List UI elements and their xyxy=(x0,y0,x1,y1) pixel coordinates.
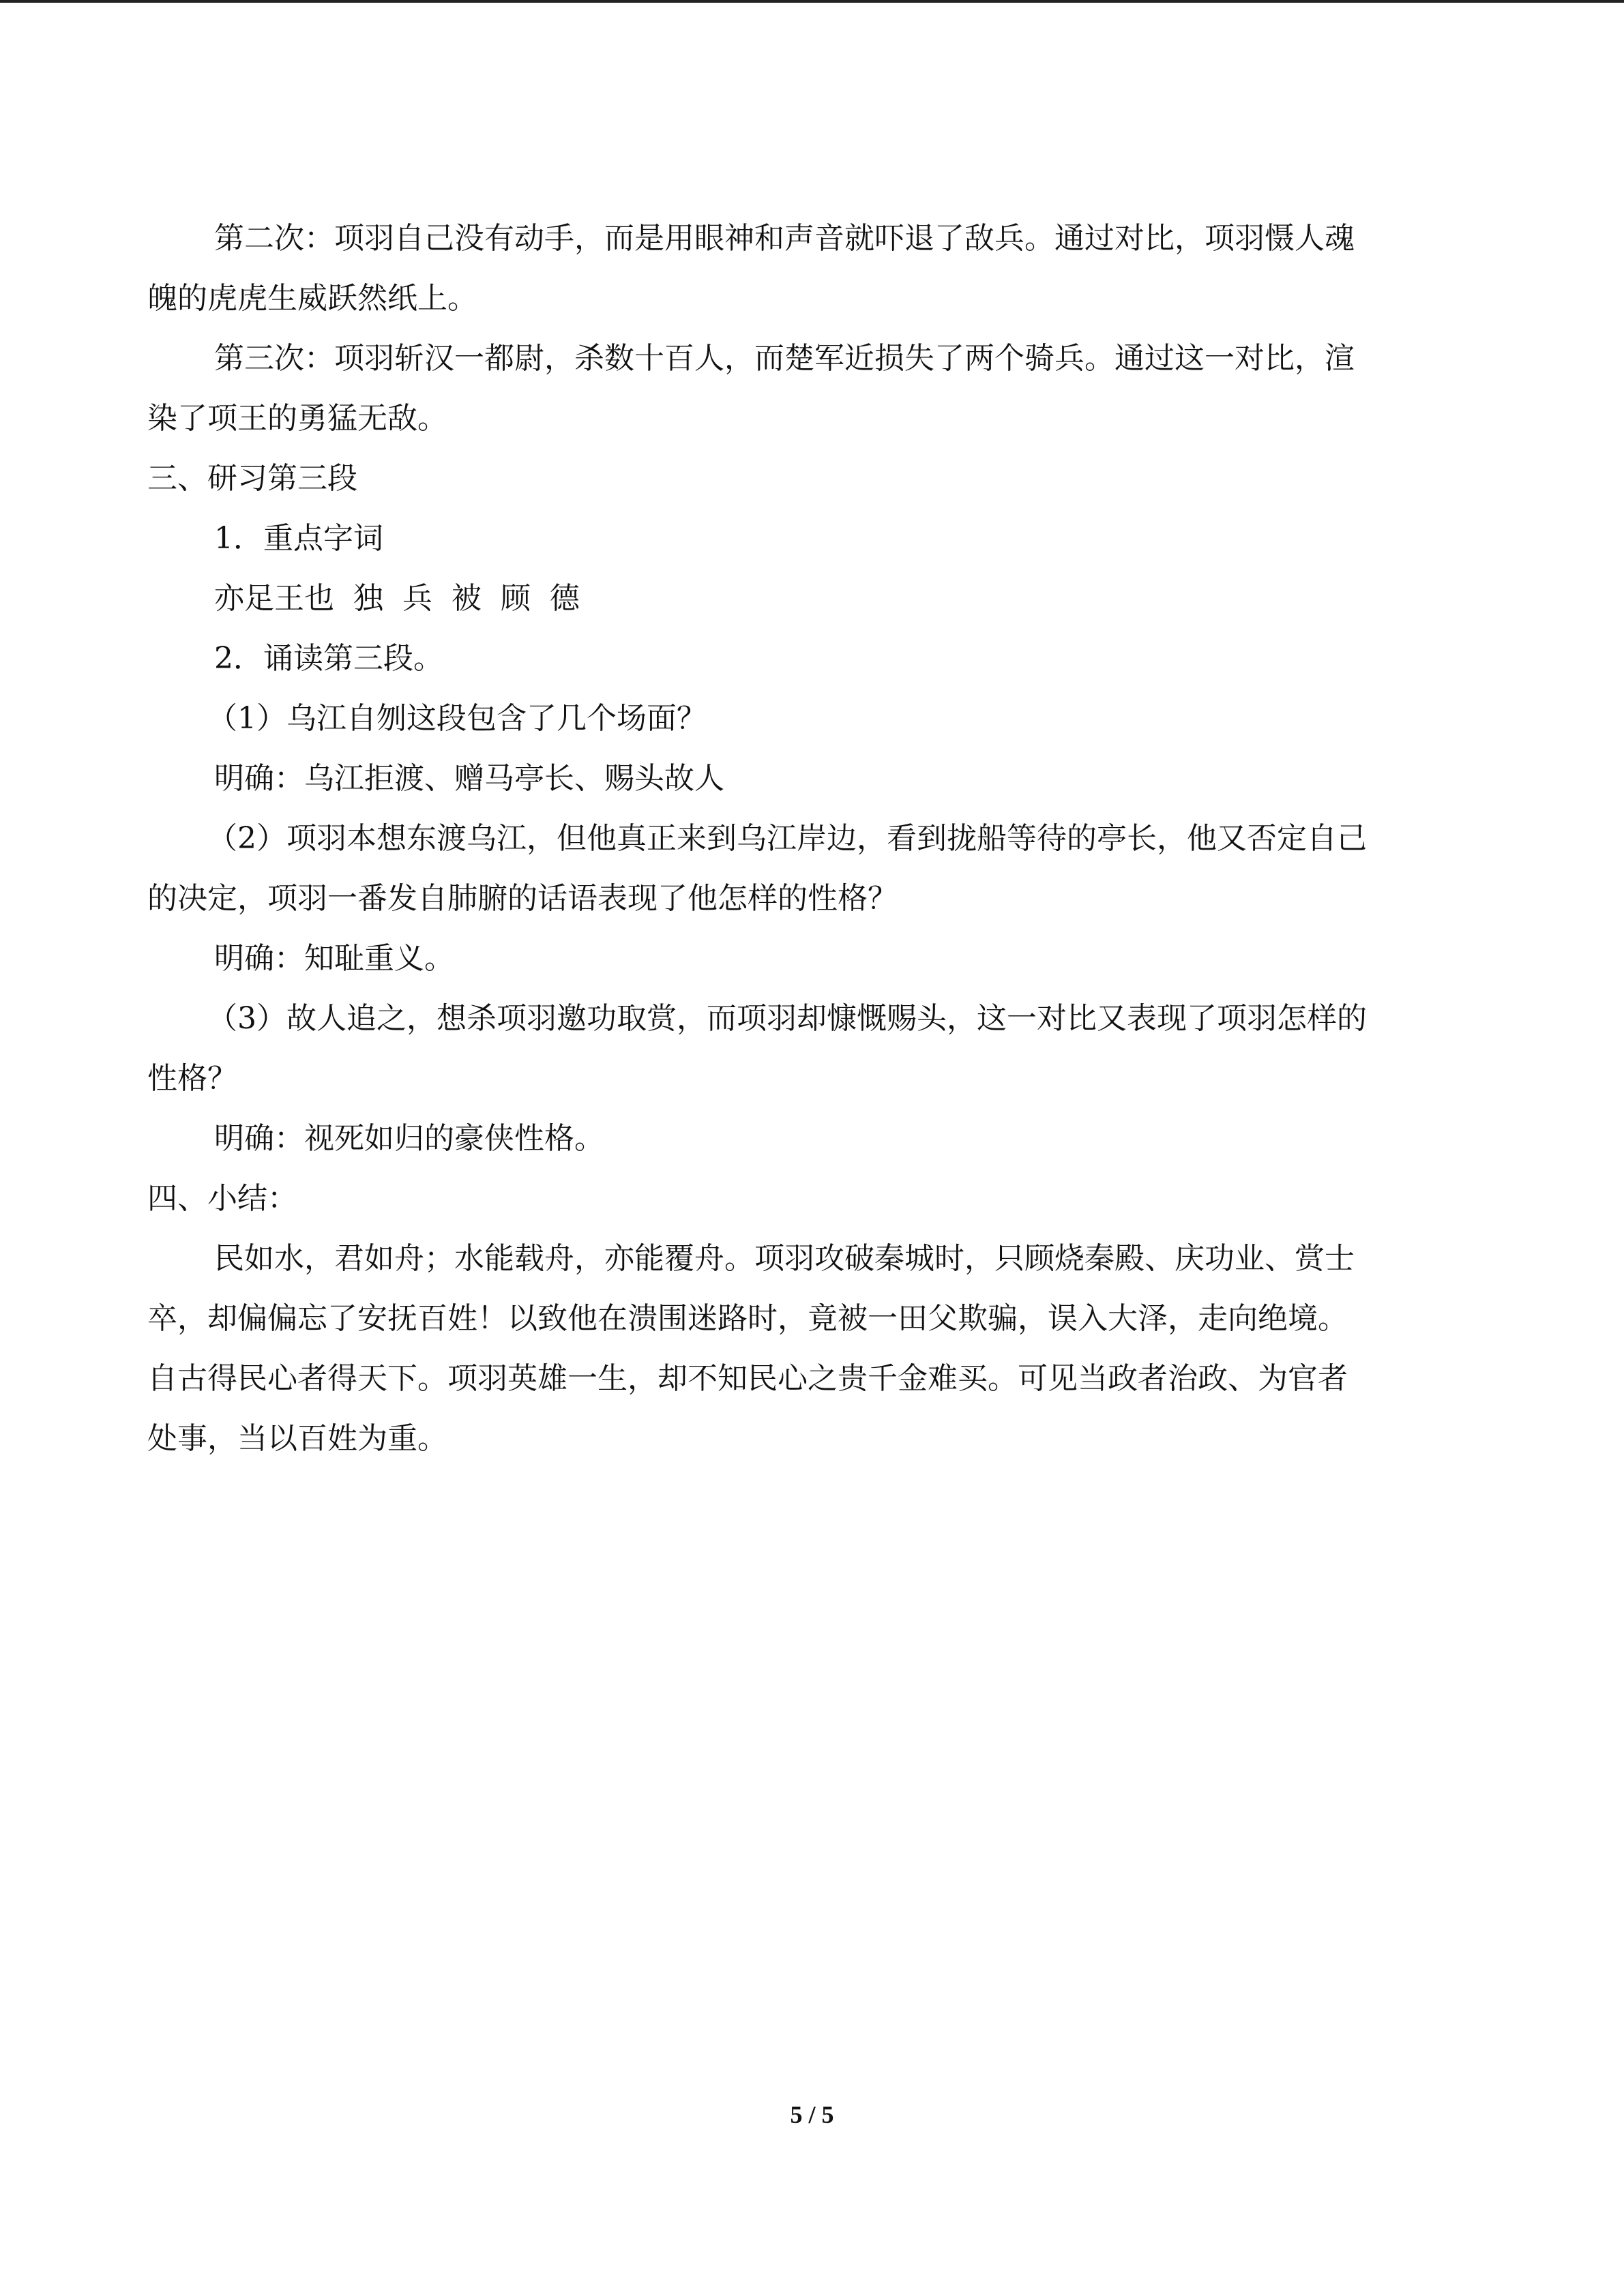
paragraph-line: 自古得民心者得天下。项羽英雄一生，却不知民心之贵千金难买。可见当政者治政、为官者 xyxy=(147,1361,1348,1396)
document-body xyxy=(147,209,1471,1469)
paragraph-line: 第三次：项羽斩汉一都尉，杀数十百人，而楚军近损失了两个骑兵。通过这一对比，渲 xyxy=(214,341,1355,376)
paragraph-line: 染了项王的勇猛无敌。 xyxy=(147,401,447,436)
subsection-heading: 1．重点字词 xyxy=(214,521,383,556)
key-words-line: 亦足王也 独 兵 被 顾 德 xyxy=(214,581,580,616)
question-line: 的决定，项羽一番发自肺腑的话语表现了他怎样的性格？ xyxy=(147,881,898,916)
section-heading: 四、小结： xyxy=(147,1181,297,1216)
question-line: （1）乌江自刎这段包含了几个场面？ xyxy=(207,701,707,736)
page-top-border xyxy=(0,0,1624,3)
subsection-heading: 2．诵读第三段。 xyxy=(214,641,443,676)
answer-line: 明确：乌江拒渡、赠马亭长、赐头故人 xyxy=(214,761,724,796)
paragraph-line: 卒，却偏偏忘了安抚百姓！以致他在溃围迷路时，竟被一田父欺骗，误入大泽，走向绝境。 xyxy=(147,1301,1348,1336)
question-line: （2）项羽本想东渡乌江，但他真正来到乌江岸边，看到拢船等待的亭长，他又否定自己 xyxy=(207,821,1367,856)
answer-line: 明确：视死如归的豪侠性格。 xyxy=(214,1121,604,1156)
paragraph-line: 民如水，君如舟；水能载舟，亦能覆舟。项羽攻破秦城时，只顾烧秦殿、庆功业、赏士 xyxy=(214,1241,1355,1276)
question-line: 性格？ xyxy=(147,1061,237,1096)
paragraph-line: 魄的虎虎生威跃然纸上。 xyxy=(147,281,477,316)
answer-line: 明确：知耻重义。 xyxy=(214,941,454,976)
section-heading: 三、研习第三段 xyxy=(147,461,357,496)
paragraph-line: 第二次：项羽自己没有动手，而是用眼神和声音就吓退了敌兵。通过对比，项羽慑人魂 xyxy=(214,221,1355,256)
page-number: 5 / 5 xyxy=(790,2101,834,2128)
paragraph-line: 处事，当以百姓为重。 xyxy=(147,1421,447,1456)
question-line: （3）故人追之，想杀项羽邀功取赏，而项羽却慷慨赐头，这一对比又表现了项羽怎样的 xyxy=(207,1001,1367,1036)
